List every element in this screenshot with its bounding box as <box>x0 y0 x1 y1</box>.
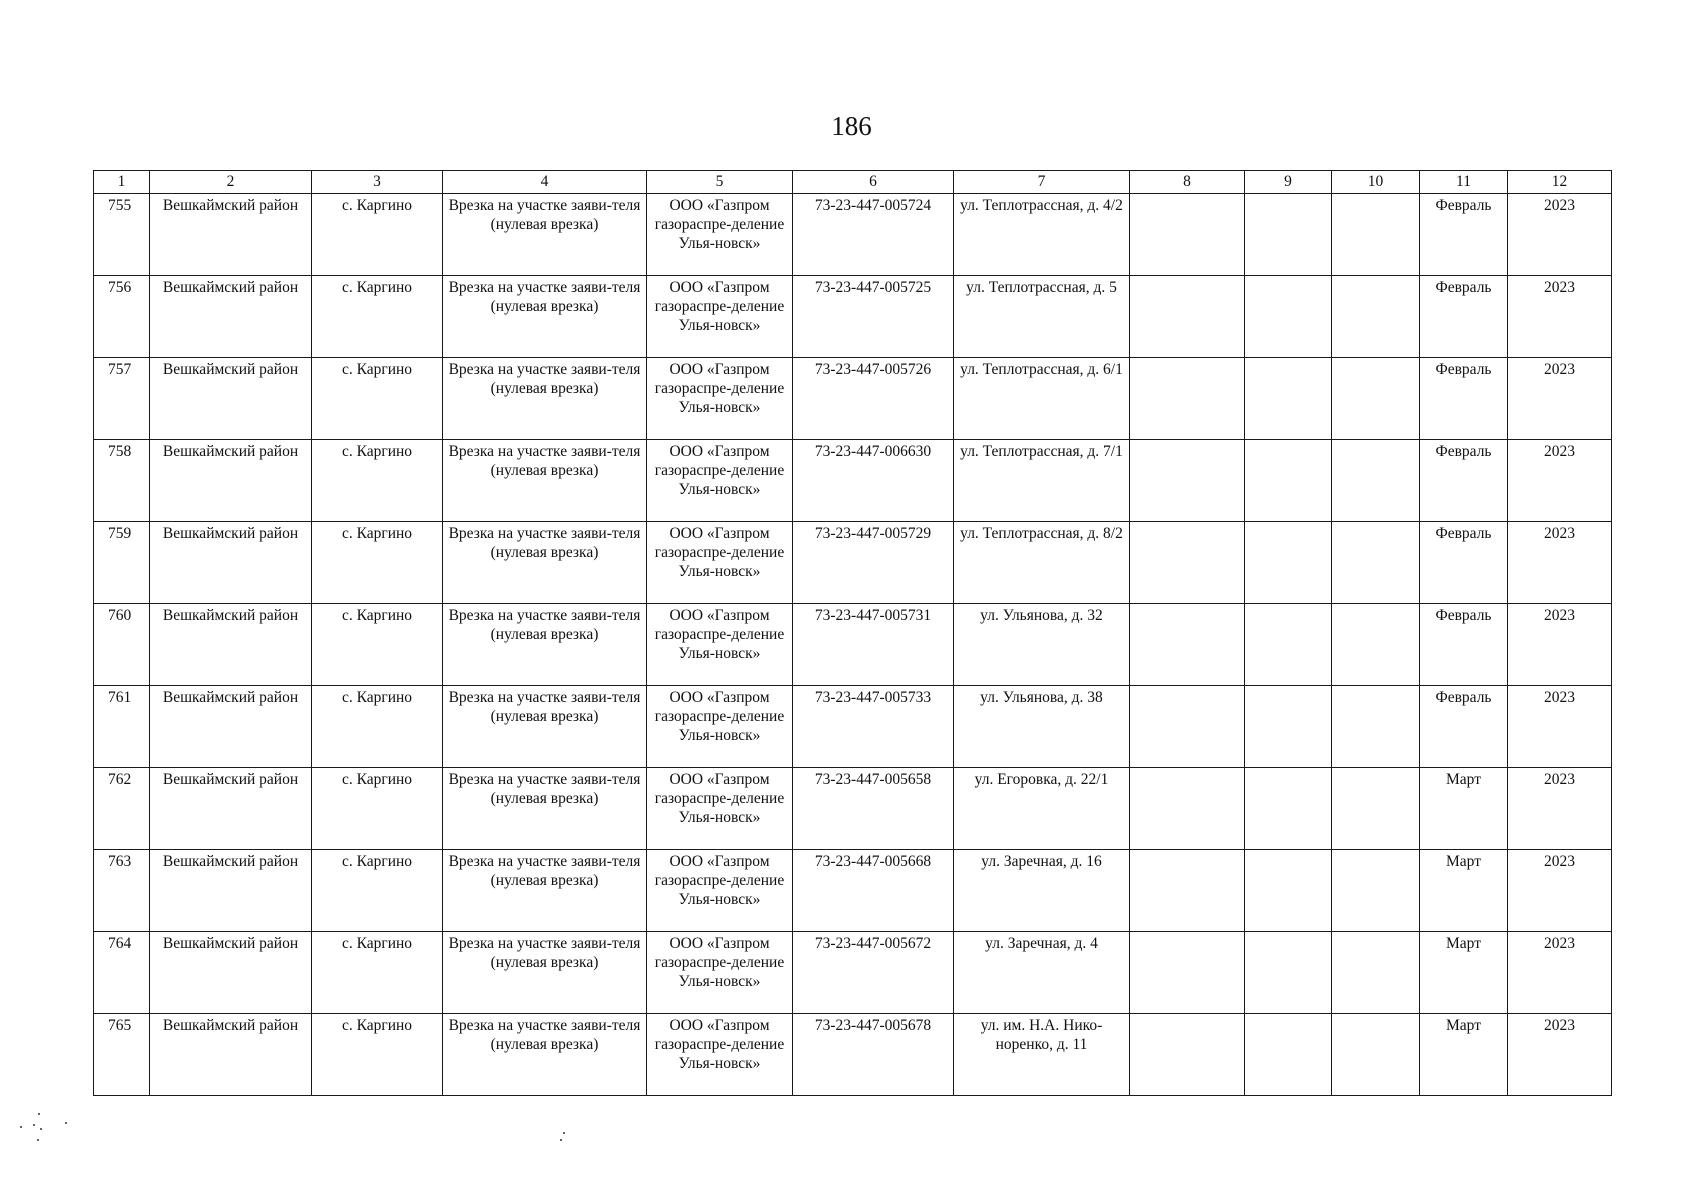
column-header: 8 <box>1130 171 1245 194</box>
work-type-cell: Врезка на участке заяви-теля (нулевая врезка) <box>443 276 647 358</box>
col10-cell <box>1332 1014 1420 1096</box>
organization-cell: ООО «Газпром газораспре-деление Улья-новск» <box>647 276 793 358</box>
col8-cell <box>1130 522 1245 604</box>
col9-cell <box>1245 850 1332 932</box>
scan-speck <box>40 1128 42 1130</box>
address-cell: ул. Теплотрассная, д. 6/1 <box>954 358 1130 440</box>
work-type-cell: Врезка на участке заяви-теля (нулевая врезка) <box>443 194 647 276</box>
col9-cell <box>1245 276 1332 358</box>
settlement-cell: с. Каргино <box>312 440 443 522</box>
month-cell: Март <box>1420 1014 1508 1096</box>
col8-cell <box>1130 686 1245 768</box>
col8-cell <box>1130 932 1245 1014</box>
organization-cell: ООО «Газпром газораспре-деление Улья-новск» <box>647 522 793 604</box>
settlement-cell: с. Каргино <box>312 850 443 932</box>
work-type-cell: Врезка на участке заяви-теля (нулевая врезка) <box>443 522 647 604</box>
district-cell: Вешкаймский район <box>150 358 312 440</box>
year-cell: 2023 <box>1508 932 1612 1014</box>
col10-cell <box>1332 850 1420 932</box>
object-id-cell: 73-23-447-005672 <box>793 932 954 1014</box>
col8-cell <box>1130 768 1245 850</box>
col9-cell <box>1245 604 1332 686</box>
month-cell: Февраль <box>1420 194 1508 276</box>
column-header: 1 <box>94 171 150 194</box>
row-number-cell: 757 <box>94 358 150 440</box>
organization-cell: ООО «Газпром газораспре-деление Улья-новск» <box>647 1014 793 1096</box>
settlement-cell: с. Каргино <box>312 604 443 686</box>
table-row <box>94 604 1612 686</box>
organization-cell: ООО «Газпром газораспре-деление Улья-новск» <box>647 768 793 850</box>
col9-cell <box>1245 932 1332 1014</box>
scan-speck <box>65 1122 67 1124</box>
row-number-cell: 762 <box>94 768 150 850</box>
month-cell: Март <box>1420 768 1508 850</box>
table-row <box>94 440 1612 522</box>
address-cell: ул. Егоровка, д. 22/1 <box>954 768 1130 850</box>
month-cell: Февраль <box>1420 604 1508 686</box>
row-number-cell: 755 <box>94 194 150 276</box>
table-body <box>94 194 1612 1096</box>
organization-cell: ООО «Газпром газораспре-деление Улья-новск» <box>647 194 793 276</box>
scan-speck <box>33 1124 35 1126</box>
col10-cell <box>1332 358 1420 440</box>
object-id-cell: 73-23-447-005731 <box>793 604 954 686</box>
work-type-cell: Врезка на участке заяви-теля (нулевая врезка) <box>443 358 647 440</box>
row-number-cell: 758 <box>94 440 150 522</box>
row-number-cell: 756 <box>94 276 150 358</box>
object-id-cell: 73-23-447-005729 <box>793 522 954 604</box>
column-header: 4 <box>443 171 647 194</box>
table-row <box>94 686 1612 768</box>
col9-cell <box>1245 358 1332 440</box>
district-cell: Вешкаймский район <box>150 686 312 768</box>
organization-cell: ООО «Газпром газораспре-деление Улья-новск» <box>647 604 793 686</box>
row-number-cell: 759 <box>94 522 150 604</box>
page-number: 186 <box>831 111 872 141</box>
object-id-cell: 73-23-447-005668 <box>793 850 954 932</box>
month-cell: Февраль <box>1420 440 1508 522</box>
work-type-cell: Врезка на участке заяви-теля (нулевая врезка) <box>443 1014 647 1096</box>
column-header: 12 <box>1508 171 1612 194</box>
organization-cell: ООО «Газпром газораспре-деление Улья-новск» <box>647 850 793 932</box>
settlement-cell: с. Каргино <box>312 358 443 440</box>
table-row <box>94 194 1612 276</box>
register-table <box>93 170 1612 1096</box>
col10-cell <box>1332 604 1420 686</box>
year-cell: 2023 <box>1508 194 1612 276</box>
work-type-cell: Врезка на участке заяви-теля (нулевая врезка) <box>443 932 647 1014</box>
year-cell: 2023 <box>1508 604 1612 686</box>
work-type-cell: Врезка на участке заяви-теля (нулевая врезка) <box>443 686 647 768</box>
col10-cell <box>1332 440 1420 522</box>
year-cell: 2023 <box>1508 850 1612 932</box>
address-cell: ул. им. Н.А. Нико-норенко, д. 11 <box>954 1014 1130 1096</box>
settlement-cell: с. Каргино <box>312 686 443 768</box>
settlement-cell: с. Каргино <box>312 276 443 358</box>
year-cell: 2023 <box>1508 1014 1612 1096</box>
settlement-cell: с. Каргино <box>312 522 443 604</box>
year-cell: 2023 <box>1508 768 1612 850</box>
table-row <box>94 358 1612 440</box>
col8-cell <box>1130 1014 1245 1096</box>
table-row <box>94 522 1612 604</box>
column-header: 11 <box>1420 171 1508 194</box>
month-cell: Март <box>1420 850 1508 932</box>
address-cell: ул. Теплотрассная, д. 8/2 <box>954 522 1130 604</box>
table-header <box>94 171 1612 194</box>
organization-cell: ООО «Газпром газораспре-деление Улья-новск» <box>647 686 793 768</box>
column-header: 3 <box>312 171 443 194</box>
month-cell: Февраль <box>1420 276 1508 358</box>
settlement-cell: с. Каргино <box>312 1014 443 1096</box>
month-cell: Февраль <box>1420 686 1508 768</box>
address-cell: ул. Ульянова, д. 32 <box>954 604 1130 686</box>
object-id-cell: 73-23-447-005678 <box>793 1014 954 1096</box>
col10-cell <box>1332 276 1420 358</box>
col9-cell <box>1245 194 1332 276</box>
col8-cell <box>1130 194 1245 276</box>
district-cell: Вешкаймский район <box>150 932 312 1014</box>
col9-cell <box>1245 768 1332 850</box>
month-cell: Февраль <box>1420 358 1508 440</box>
year-cell: 2023 <box>1508 440 1612 522</box>
district-cell: Вешкаймский район <box>150 276 312 358</box>
col10-cell <box>1332 768 1420 850</box>
scan-speck <box>563 1132 565 1134</box>
column-header: 9 <box>1245 171 1332 194</box>
scan-speck <box>38 1113 40 1115</box>
column-header: 5 <box>647 171 793 194</box>
table-row <box>94 932 1612 1014</box>
object-id-cell: 73-23-447-005658 <box>793 768 954 850</box>
table-row <box>94 850 1612 932</box>
col8-cell <box>1130 358 1245 440</box>
column-header: 6 <box>793 171 954 194</box>
month-cell: Февраль <box>1420 522 1508 604</box>
col8-cell <box>1130 276 1245 358</box>
table-row <box>94 276 1612 358</box>
column-header: 10 <box>1332 171 1420 194</box>
year-cell: 2023 <box>1508 522 1612 604</box>
settlement-cell: с. Каргино <box>312 194 443 276</box>
year-cell: 2023 <box>1508 358 1612 440</box>
year-cell: 2023 <box>1508 276 1612 358</box>
object-id-cell: 73-23-447-005724 <box>793 194 954 276</box>
work-type-cell: Врезка на участке заяви-теля (нулевая врезка) <box>443 768 647 850</box>
district-cell: Вешкаймский район <box>150 850 312 932</box>
month-cell: Март <box>1420 932 1508 1014</box>
district-cell: Вешкаймский район <box>150 768 312 850</box>
organization-cell: ООО «Газпром газораспре-деление Улья-новск» <box>647 358 793 440</box>
col8-cell <box>1130 440 1245 522</box>
row-number-cell: 760 <box>94 604 150 686</box>
table-row <box>94 1014 1612 1096</box>
col10-cell <box>1332 932 1420 1014</box>
object-id-cell: 73-23-447-005725 <box>793 276 954 358</box>
district-cell: Вешкаймский район <box>150 1014 312 1096</box>
table-row <box>94 768 1612 850</box>
work-type-cell: Врезка на участке заяви-теля (нулевая врезка) <box>443 850 647 932</box>
organization-cell: ООО «Газпром газораспре-деление Улья-новск» <box>647 440 793 522</box>
address-cell: ул. Теплотрассная, д. 7/1 <box>954 440 1130 522</box>
col9-cell <box>1245 1014 1332 1096</box>
settlement-cell: с. Каргино <box>312 932 443 1014</box>
district-cell: Вешкаймский район <box>150 604 312 686</box>
address-cell: ул. Теплотрассная, д. 5 <box>954 276 1130 358</box>
address-cell: ул. Ульянова, д. 38 <box>954 686 1130 768</box>
row-number-cell: 765 <box>94 1014 150 1096</box>
address-cell: ул. Заречная, д. 4 <box>954 932 1130 1014</box>
col10-cell <box>1332 522 1420 604</box>
col9-cell <box>1245 440 1332 522</box>
work-type-cell: Врезка на участке заяви-теля (нулевая врезка) <box>443 604 647 686</box>
scan-speck <box>560 1139 562 1141</box>
settlement-cell: с. Каргино <box>312 768 443 850</box>
column-header: 2 <box>150 171 312 194</box>
row-number-cell: 761 <box>94 686 150 768</box>
scan-speck <box>20 1126 22 1128</box>
col10-cell <box>1332 686 1420 768</box>
row-number-cell: 764 <box>94 932 150 1014</box>
object-id-cell: 73-23-447-005726 <box>793 358 954 440</box>
object-id-cell: 73-23-447-006630 <box>793 440 954 522</box>
district-cell: Вешкаймский район <box>150 522 312 604</box>
work-type-cell: Врезка на участке заяви-теля (нулевая врезка) <box>443 440 647 522</box>
district-cell: Вешкаймский район <box>150 440 312 522</box>
col10-cell <box>1332 194 1420 276</box>
header-row <box>94 171 1612 194</box>
col9-cell <box>1245 686 1332 768</box>
col8-cell <box>1130 850 1245 932</box>
address-cell: ул. Теплотрассная, д. 4/2 <box>954 194 1130 276</box>
address-cell: ул. Заречная, д. 16 <box>954 850 1130 932</box>
district-cell: Вешкаймский район <box>150 194 312 276</box>
object-id-cell: 73-23-447-005733 <box>793 686 954 768</box>
year-cell: 2023 <box>1508 686 1612 768</box>
organization-cell: ООО «Газпром газораспре-деление Улья-новск» <box>647 932 793 1014</box>
row-number-cell: 763 <box>94 850 150 932</box>
col9-cell <box>1245 522 1332 604</box>
scan-speck <box>37 1139 39 1141</box>
column-header: 7 <box>954 171 1130 194</box>
col8-cell <box>1130 604 1245 686</box>
